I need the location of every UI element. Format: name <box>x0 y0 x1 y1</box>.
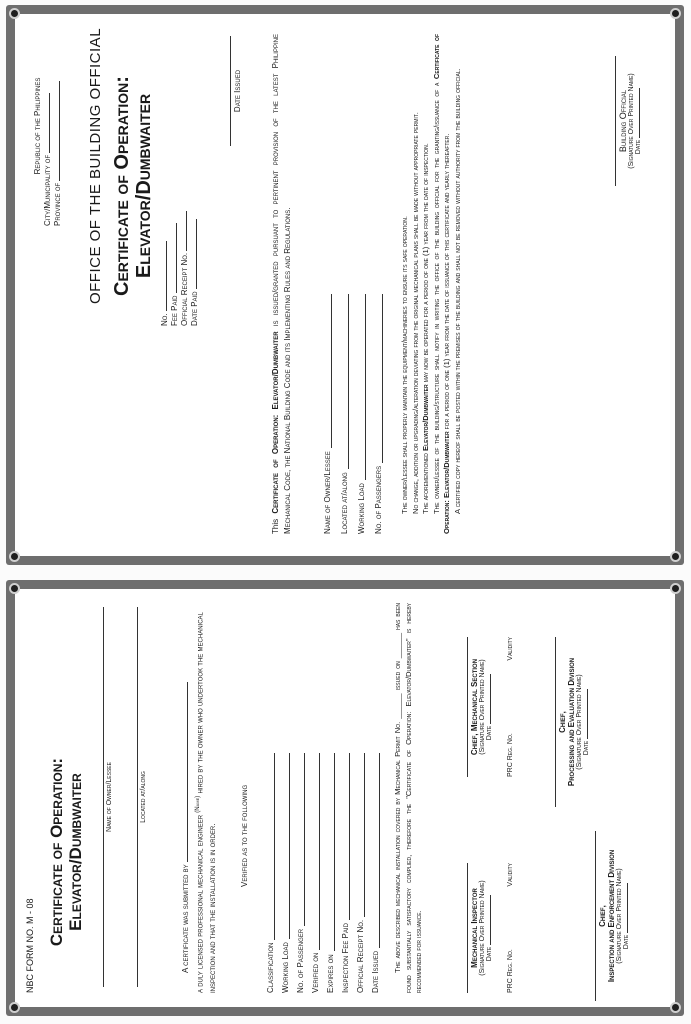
building-official-sig-note: (Signature Over Printed Name) <box>628 73 635 169</box>
field-official-receipt: Official Receipt No. <box>350 753 365 993</box>
condition-1: The owner/lessee shall properly maintain the equipment/machineries to ensure its safe operation. <box>400 215 409 514</box>
field-working-load: Working Load <box>349 294 366 534</box>
chief-mechanical-section-signature <box>467 637 514 777</box>
submitted-paragraph <box>180 603 219 993</box>
cms-title: Chief, Mechanical Section <box>470 658 479 756</box>
rivet-icon <box>9 551 20 562</box>
city-label: City/Municipality of <box>43 26 53 226</box>
rivet-icon <box>670 583 681 594</box>
field-working-load: Working Load <box>275 753 290 993</box>
back-certificate-title <box>47 717 85 987</box>
recommendation-paragraph: The above described mechanical installation covered by Mechanical Permit No. ______ issued on ______ has been found substantially satisfactory complied, therefore the "Certificate of Operation: Elevator/Dumbwaiter" is hereby recommended for issuance. <box>393 603 423 993</box>
province-label: Province of <box>53 26 63 226</box>
cpe-title-2: Processing and Evaluation Division <box>567 657 576 787</box>
rivet-icon <box>670 1002 681 1013</box>
no-field: No. <box>160 106 170 326</box>
conditions-text <box>400 34 463 534</box>
licensed-line: a duly licensed professional mechanical engineer $^{(Name)}$ hired by the owner who undertook the mechanical inspection and that the installation is in order. <box>195 612 217 993</box>
field-inspection-fee: Inspection Fee Paid <box>335 753 350 993</box>
field-classification: Classification <box>260 753 275 993</box>
back-title-line-1: Certificate of Operation: <box>47 757 66 947</box>
building-official-date: Date <box>635 56 642 186</box>
cie-date: Date <box>623 831 630 1001</box>
cpe-title-1: Chief, <box>558 711 567 733</box>
fee-block <box>160 106 200 326</box>
field-no-of-passenger: No. of Passenger <box>290 753 305 993</box>
located-label: Located at/along <box>137 607 147 987</box>
certificate-title <box>111 14 155 376</box>
verification-fields <box>260 753 380 993</box>
republic-text: Republic of the Philippines <box>33 77 42 175</box>
certificate-back-paper <box>15 589 675 1007</box>
rivet-icon <box>670 8 681 19</box>
owner-fields <box>315 294 383 534</box>
condition-3: The aforementioned Elevator/Dumbwaiter may now be operated for a period of one (1) year from the date of inspection. <box>421 143 430 514</box>
intro-paragraph: This Certificate of Operation: Elevator/Dumbwaiter is issued/granted pursuant to pertinent provision of the latest Philippine Mechanical Code, the National Building Code and its Implementing Rules and Regulations. <box>271 34 292 534</box>
rivet-icon <box>9 1002 20 1013</box>
field-located: Located at/along <box>332 294 349 534</box>
rivet-icon <box>9 583 20 594</box>
field-verified-on: Verified on <box>305 753 320 993</box>
title-line-2: Elevator/Dumbwaiter <box>133 93 155 279</box>
cie-sig-note: (Signature Over Printed Name) <box>616 868 623 964</box>
mi-title: Mechanical Inspector <box>470 888 479 968</box>
cpe-date: Date <box>583 637 590 807</box>
date-paid-field: Date Paid <box>190 106 200 326</box>
building-official-signature <box>615 56 642 186</box>
field-owner: Name of Owner/Lessee <box>315 294 332 534</box>
submitted-line: A certificate was submitted by <box>180 603 192 993</box>
cms-sig-note: (Signature Over Printed Name) <box>479 659 486 755</box>
cie-title-2: Inspection and Enforcement Division <box>607 849 616 983</box>
rivet-icon <box>9 8 20 19</box>
certificate-back-panel <box>6 580 684 1016</box>
cie-title-1: Chief, <box>598 905 607 927</box>
field-expires-on: Expires on <box>320 753 335 993</box>
field-passengers: No. of Passengers <box>366 294 383 534</box>
chief-processing-signature <box>555 637 590 807</box>
form-number: NBC FORM NO. M - 08 <box>25 898 35 993</box>
mi-sig-note: (Signature Over Printed Name) <box>479 880 486 976</box>
building-official-title: Building Official <box>618 89 628 153</box>
certificate-front-panel <box>6 5 684 565</box>
cms-prc-row: PRC Reg. No. Validity <box>507 637 514 777</box>
rivet-icon <box>670 551 681 562</box>
mechanical-inspector-signature <box>467 863 514 993</box>
condition-5: A certified copy hereof shall be posted within the premises of the building and shall not be removed without authority from the building official. <box>452 68 462 514</box>
title-line-1: Certificate of Operation: <box>111 76 133 296</box>
header-location-block <box>33 26 63 226</box>
mi-date: Date <box>486 863 493 993</box>
date-issued-field: Date Issued <box>230 36 242 146</box>
certificate-back-content <box>15 589 675 1007</box>
verified-heading: Verified as to the following <box>240 784 249 887</box>
mi-prc-row: PRC Reg. No. Validity <box>507 863 514 993</box>
field-date-issued: Date Issued <box>365 753 380 993</box>
chief-inspection-signature <box>595 831 630 1001</box>
official-receipt-field: Official Receipt No. <box>180 106 190 326</box>
cpe-sig-note: (Signature Over Printed Name) <box>576 674 583 770</box>
fee-paid-field: Fee Paid <box>170 106 180 326</box>
office-heading: OFFICE OF THE BUILDING OFFICIAL <box>87 27 104 305</box>
condition-4: The owner/lessee of the building/structure shall notify in writing the office of the building official for the granting/issuance of a Certificate of Operation: Elevator/Dumbwaiter for a period of one (1) year from the date of issuance of this certificate and yearly thereafter. <box>431 33 451 534</box>
back-title-line-2: Elevator/Dumbwaiter <box>66 773 85 931</box>
certificate-front-content <box>15 14 675 556</box>
certificate-front-paper <box>15 14 675 556</box>
cms-date: Date <box>486 637 493 777</box>
owner-label: Name of Owner/Lessee <box>103 607 113 987</box>
condition-2: No change, addition or upgrading/alteration deviating from the original mechanical plans shall be made without appropriate permit. <box>410 112 420 514</box>
